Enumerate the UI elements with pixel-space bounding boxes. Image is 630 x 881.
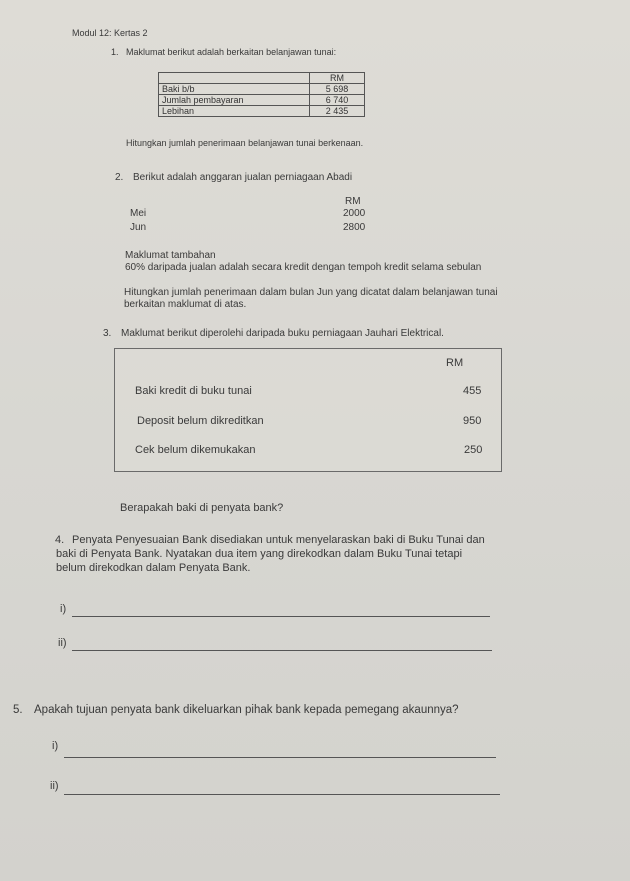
q5-answer-line[interactable] [64,757,496,758]
q2-month: Mei [130,208,147,219]
q2-question-line1: Hitungkan jumlah penerimaan dalam bulan Jun yang dicatat dalam belanjawan tunai [124,287,498,298]
q1-row-value: 6 740 [310,95,365,106]
q1-table-row [159,106,365,117]
q1-table-row [159,84,365,95]
q5-answer-line[interactable] [64,794,500,795]
q4-answer-label: ii) [58,637,67,649]
q1-row-value: 5 698 [310,84,365,95]
q5-text: Apakah tujuan penyata bank dikeluarkan pihak bank kepada pemegang akaunnya? [34,704,459,716]
q2-extra-title: Maklumat tambahan [125,250,216,261]
q3-text: Maklumat berikut diperolehi daripada buku perniagaan Jauhari Elektrical. [121,328,444,339]
q3-item-value: 455 [463,385,482,397]
q1-table-header-row [159,73,365,84]
q1-table-header-rm: RM [310,73,365,84]
q4-line3: belum direkodkan dalam Penyata Bank. [56,562,251,574]
q3-item-label: Cek belum dikemukakan [135,444,256,456]
q3-currency: RM [446,357,464,369]
q2-value: 2800 [343,222,366,233]
q2-text: Berikut adalah anggaran jualan perniagaan Abadi [133,172,353,183]
q1-row-label: Jumlah pembayaran [159,95,310,106]
q3-item-value: 950 [463,415,482,427]
q1-text: Maklumat berikut adalah berkaitan belanjawan tunai: [126,47,337,57]
q2-extra-text: 60% daripada jualan adalah secara kredit dengan tempoh kredit selama sebulan [125,262,482,273]
q2-value: 2000 [343,208,366,219]
q1-table [158,72,365,117]
q1-question: Hitungkan jumlah penerimaan belanjawan tunai berkenaan. [126,138,364,148]
q2-month: Jun [130,222,147,233]
q4-answer-line[interactable] [72,650,492,651]
q1-number: 1. [111,47,119,57]
q1-row-label: Lebihan [159,106,310,117]
q5-number: 5. [13,704,23,716]
q4-answer-label: i) [60,603,67,615]
q4-line2: baki di Penyata Bank. Nyatakan dua item yang direkodkan dalam Buku Tunai tetapi [56,548,463,560]
q4-line1: Penyata Penyesuaian Bank disediakan untuk menyelaraskan baki di Buku Tunai dan [72,534,485,546]
q2-currency: RM [345,196,361,207]
q4-answer-line[interactable] [72,616,490,617]
q3-item-label: Deposit belum dikreditkan [137,415,264,427]
q3-item-label: Baki kredit di buku tunai [135,385,252,397]
q2-question-line2: berkaitan maklumat di atas. [124,299,247,310]
q1-row-label: Baki b/b [159,84,310,95]
q5-answer-label: i) [52,740,59,752]
q1-table-header-blank [159,73,310,84]
q5-answer-label: ii) [50,780,59,792]
page-header: Modul 12: Kertas 2 [72,28,148,38]
q3-item-value: 250 [464,444,483,456]
q4-number: 4. [55,534,65,546]
q3-number: 3. [103,328,112,339]
q1-table-row [159,95,365,106]
q3-info-box [114,348,502,472]
q1-row-value: 2 435 [310,106,365,117]
q2-number: 2. [115,172,124,183]
q3-question: Berapakah baki di penyata bank? [120,502,284,514]
